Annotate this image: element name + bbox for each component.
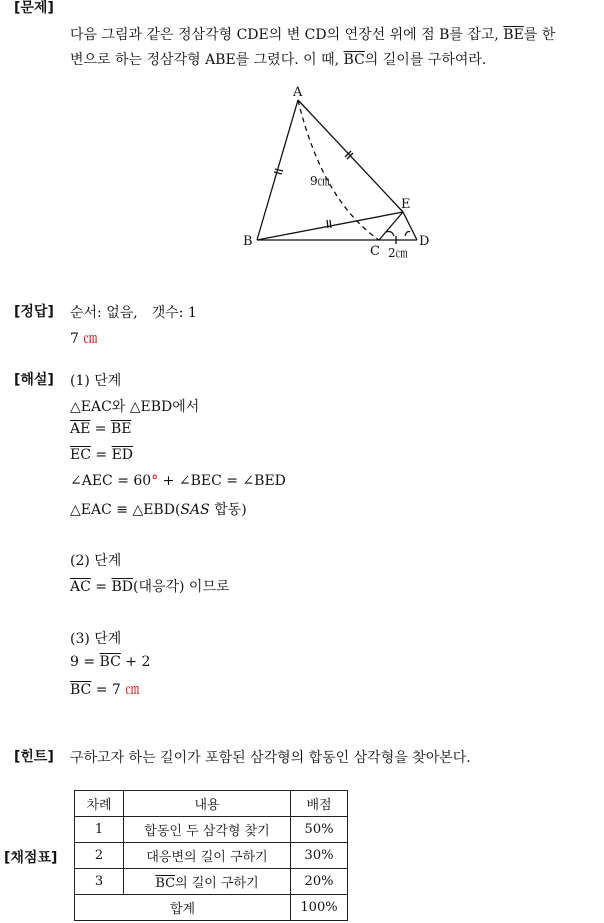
segment-bc: $\overline{BC}$ [155,876,176,891]
segment-ed: $\overline{ED}$ [111,447,134,463]
congruence-tail: 합동) [209,502,247,518]
problem-text: 의 길이를 구하여라. [364,52,487,68]
step-3-line-2 [70,679,139,699]
step-2-title: (2) 단계 [70,553,122,569]
step-2-tail: (대응각) 이므로 [132,579,230,595]
step-3-line-1 [70,654,150,670]
row-content-text: 의 길이 구하기 [175,876,259,891]
answer-unit: ㎝ [83,331,98,347]
result-value: = 7 [91,682,121,698]
row-order: 2 [75,843,124,869]
row-content: 대응변의 길이 구하기 [124,843,291,869]
hint-text: 구하고자 하는 길이가 포함된 삼각형의 합동인 삼각형을 찾아본다. [70,750,471,766]
table-row [75,817,348,843]
equals-sign: = [90,421,111,437]
segment-ec: $\overline{EC}$ [70,447,91,463]
length-cd-label: 2㎝ [388,246,408,260]
point-b-label: B [243,234,253,249]
header-points: 배점 [291,791,348,817]
row-points: 30% [291,843,348,869]
equals-sign: = [90,447,112,463]
step-1-title: (1) 단계 [70,373,122,389]
step-2-line-1 [70,576,230,596]
segment-bc: $\overline{BC}$ [99,654,121,670]
row-points: 20% [291,869,348,895]
equation-right: + 2 [120,654,151,670]
table-header-row [75,791,348,817]
problem-text: 다음 그림과 같은 정삼각형 CDE의 변 CD의 연장선 위에 점 B를 잡고, [70,27,504,43]
segment-ac: $\overline{AC}$ [70,579,91,595]
edge-be [257,212,403,240]
congruence-text: △EAC ≡ △EBD( [70,502,181,518]
angle-equation: ∠AEC = 60 [70,473,152,489]
step-1-line-4 [70,473,286,489]
step-1-line-2 [70,421,132,437]
row-order: 3 [75,869,124,895]
step-1-line-5 [70,499,247,519]
total-label: 합계 [75,895,291,921]
segment-be: $\overline{BE}$ [503,27,524,43]
table-total-row [75,895,348,921]
segment-ae: $\overline{AE}$ [70,421,91,437]
angle-equation-rest: + ∠BEC = ∠BED [158,473,286,489]
hint-label: [힌트] [14,749,54,765]
table-row [75,843,348,869]
answer-value-line [70,328,97,348]
total-points: 100% [291,895,348,921]
problem-text: 변으로 하는 정삼각형 ABE를 그렸다. 이 때, [70,52,344,68]
segment-bc: $\overline{BC}$ [70,682,92,698]
step-1-line-1: △EAC와 △EBD에서 [70,399,200,415]
rubric-label: [채점표] [4,850,58,866]
row-order: 1 [75,817,124,843]
triangle-figure [230,80,440,265]
row-points: 50% [291,817,348,843]
problem-label: [문제] [14,0,54,16]
result-unit: ㎝ [125,682,140,698]
solution-label: [해설] [14,372,54,388]
sas-text: SAS [180,502,210,518]
segment-be: $\overline{BE}$ [110,421,132,437]
degree-symbol: ° [151,473,159,489]
table-row [75,869,348,895]
point-d-label: D [419,234,430,249]
answer-label: [정답] [14,304,54,320]
point-e-label: E [401,197,411,212]
point-c-label: C [370,244,380,259]
problem-line-2 [70,49,486,69]
segment-bc: $\overline{BC}$ [343,52,365,68]
equals-sign: = [90,579,112,595]
rubric-table [74,790,348,921]
step-3-title: (3) 단계 [70,631,122,647]
point-a-label: A [293,85,303,100]
problem-line-1 [70,24,555,44]
header-content: 내용 [124,791,291,817]
row-content [124,869,291,895]
problem-text: 를 한 [523,27,556,43]
length-ac-label: 9㎝ [310,174,330,188]
answer-meta: 순서: 없음, 갯수: 1 [70,305,197,321]
segment-bd: $\overline{BD}$ [111,579,133,595]
row-content: 합동인 두 삼각형 찾기 [124,817,291,843]
header-order: 차례 [75,791,124,817]
equation-left: 9 = [70,654,100,670]
step-1-line-3 [70,447,133,463]
answer-value: 7 [70,331,79,347]
